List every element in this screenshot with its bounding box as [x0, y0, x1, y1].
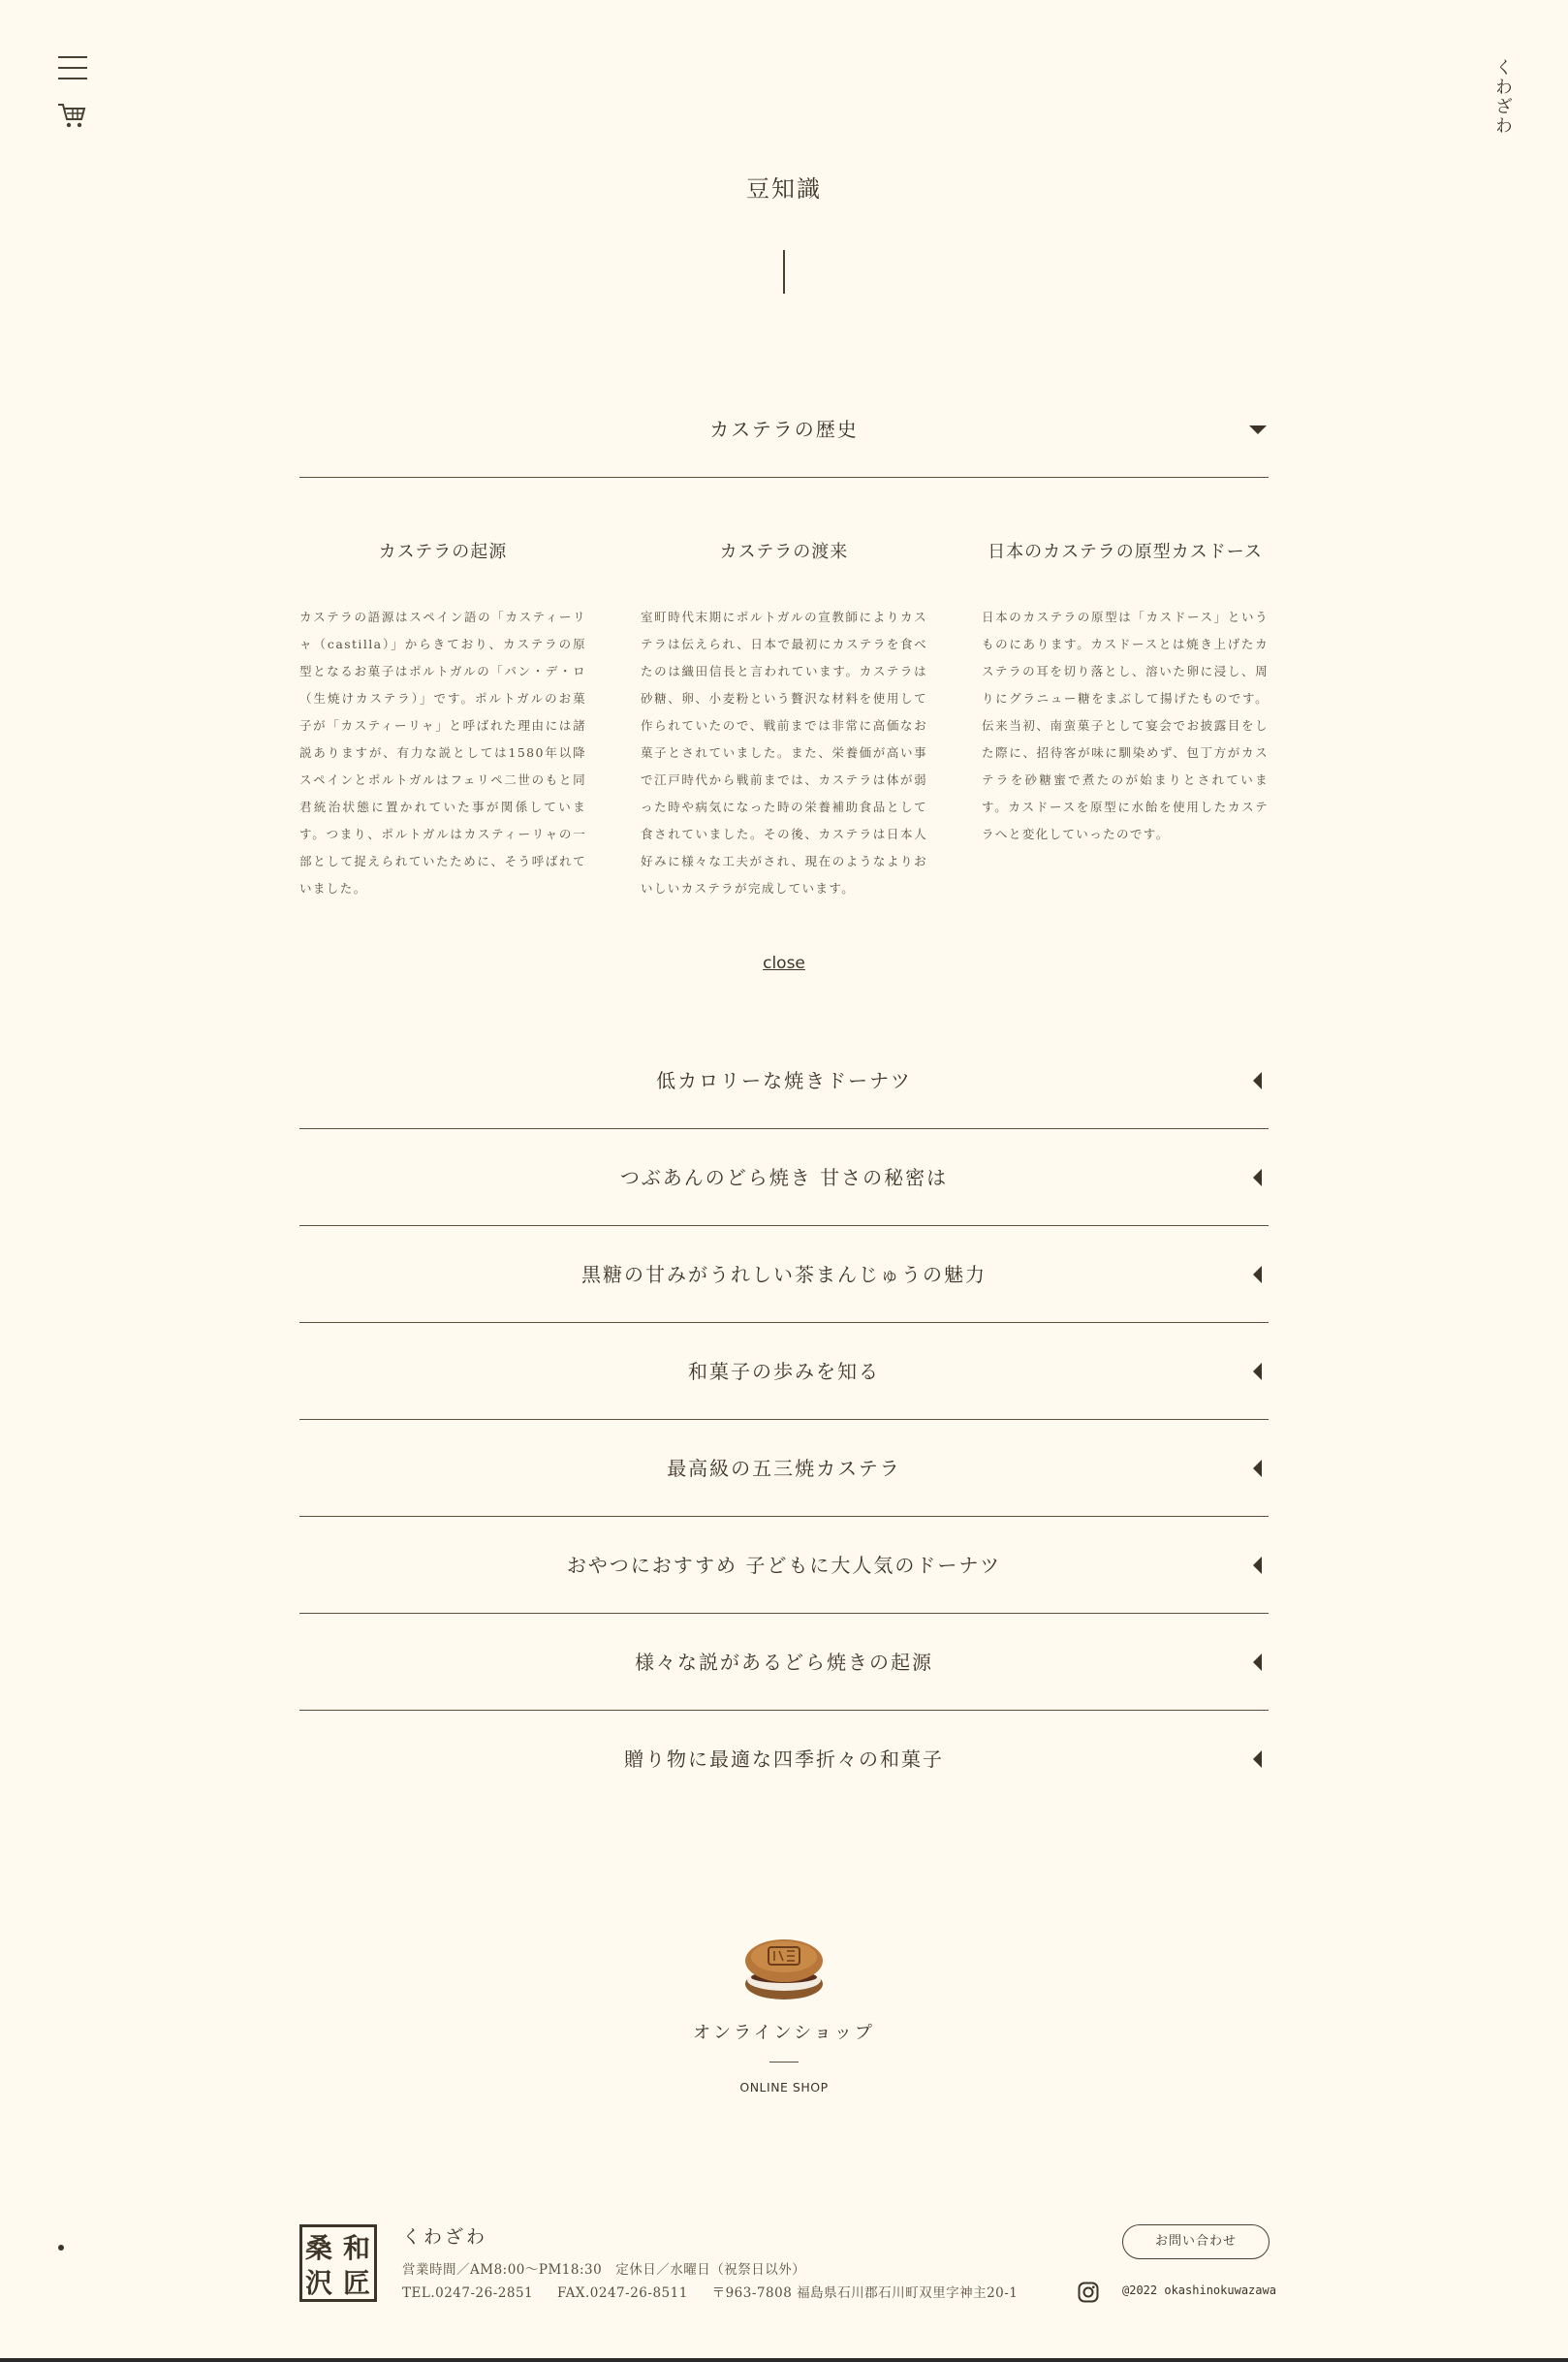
accordion-item-label: 最高級の五三焼カステラ — [667, 1457, 901, 1480]
accordion-item[interactable] — [299, 1226, 1269, 1323]
shop-title-en: ONLINE SHOP — [739, 2080, 829, 2094]
accordion-item-label: 黒糖の甘みがうれしい茶まんじゅうの魅力 — [581, 1263, 987, 1286]
footer-business-hours: 営業時間／AM8:00～PM18:30 定休日／水曜日（祝祭日以外） — [402, 2262, 806, 2278]
accordion-item-label: おやつにおすすめ 子どもに大人気のドーナツ — [566, 1554, 1002, 1577]
footer-tel: TEL.0247-26-2851 — [402, 2285, 534, 2301]
accordion-item-label: 和菓子の歩みを知る — [688, 1360, 880, 1383]
shop-title-jp: オンラインショップ — [693, 2023, 875, 2043]
caret-left-icon — [1249, 1557, 1267, 1574]
column-heading: カステラの起源 — [378, 542, 508, 562]
online-shop-link[interactable] — [678, 1924, 890, 2094]
article-column-arrival — [641, 538, 927, 902]
logo-char: 和 — [342, 2232, 371, 2264]
logo-char: 沢 — [304, 2267, 333, 2299]
footer-store-name: くわざわ — [402, 2226, 488, 2248]
caret-down-icon — [1249, 421, 1267, 438]
accordion-item-label: つぶあんのどら焼き 甘さの秘密は — [619, 1166, 949, 1189]
caret-left-icon — [1249, 1750, 1267, 1768]
article-column-origin — [299, 538, 586, 902]
accordion-item[interactable] — [299, 1614, 1269, 1711]
accordion-item[interactable] — [299, 1323, 1269, 1420]
column-heading: 日本のカステラの原型カスドース — [988, 542, 1263, 562]
page-indicator-dot — [58, 2245, 64, 2251]
close-link[interactable]: close — [763, 954, 805, 973]
caret-left-icon — [1249, 1072, 1267, 1089]
vertical-site-logo[interactable]: くわざわ — [1492, 58, 1513, 136]
column-text: 室町時代末期にポルトガルの宣教師によりカステラは伝えられ、日本で最初にカステラを食べたのは織田信長と言われています。カステラは砂糖、卵、小麦粉という贅沢な材料を使用して作られていたので、戦前までは非常に高価なお菓子とされていました。また、栄養価が高い事で江戸時代から戦前までは、カステラは体が弱った時や病気になった時の栄養補助食品として食されていました。その後、カステラは日本人好みに様々な工夫がされ、現在のようなよりおいしいカステラが完成しています。 — [641, 610, 927, 896]
accordion-item[interactable] — [299, 1420, 1269, 1517]
shop-divider — [769, 2062, 799, 2063]
title-divider — [783, 250, 785, 294]
instagram-icon[interactable] — [1078, 2282, 1099, 2303]
caret-left-icon — [1249, 1363, 1267, 1380]
footer-address: 〒963-7808 福島県石川郡石川町双里字神主20-1 — [711, 2285, 1019, 2301]
logo-char: 匠 — [342, 2267, 371, 2299]
accordion-item[interactable] — [299, 1129, 1269, 1226]
dorayaki-image — [740, 1924, 828, 2011]
accordion-item[interactable] — [299, 1517, 1269, 1614]
bottom-edge-bar — [0, 2358, 1568, 2362]
caret-left-icon — [1249, 1460, 1267, 1477]
caret-left-icon — [1249, 1266, 1267, 1283]
accordion-item[interactable] — [299, 1711, 1269, 1808]
accordion-item-label: 低カロリーな焼きドーナツ — [656, 1069, 912, 1092]
caret-left-icon — [1249, 1169, 1267, 1186]
accordion-divider — [299, 477, 1269, 479]
accordion-header-castella-history[interactable] — [299, 381, 1269, 478]
accordion-item[interactable] — [299, 1032, 1269, 1129]
column-text: カステラの語源はスペイン語の「カスティーリャ（castilla）」からきており、カステラの原型となるお菓子はポルトガルの「パン・デ・ロ（生焼けカステラ）」です。ポルトガルのお菓子が「カスティーリャ」と呼ばれた理由には諸説ありますが、有力な説としては1580年以降スペインとポルトガルはフェリペ二世のもと同君統治状態に置かれていた事が関係しています。つまり、ポルトガルはカスティーリャの一部として捉えられていたために、そう呼ばれていました。 — [299, 610, 586, 896]
footer-fax: FAX.0247-26-8511 — [556, 2285, 688, 2301]
logo-char: 桑 — [304, 2232, 333, 2264]
column-heading: カステラの渡来 — [719, 542, 849, 562]
footer-contact-info — [402, 2282, 1037, 2301]
contact-button[interactable]: お問い合わせ — [1122, 2224, 1270, 2259]
footer-logo[interactable] — [299, 2224, 377, 2302]
accordion-title: カステラの歴史 — [709, 418, 859, 441]
caret-left-icon — [1249, 1653, 1267, 1671]
accordion-item-label: 様々な説があるどら焼きの起源 — [635, 1651, 933, 1674]
menu-icon[interactable] — [58, 56, 87, 79]
page-title: 豆知識 — [746, 175, 822, 203]
column-text: 日本のカステラの原型は「カスドース」というものにあります。カスドースとは焼き上げたカステラの耳を切り落とし、溶いた卵に浸し、周りにグラニュー糖をまぶして揚げたものです。伝来当初、南蛮菓子として宴会でお披露目をした際に、招待客が味に馴染めず、包丁方がカステラを砂糖蜜で煮たのが始まりとされています。カスドースを原型に水飴を使用したカステラへと変化していったのです。 — [982, 610, 1269, 841]
article-column-kasudosu — [982, 538, 1269, 848]
accordion-item-label: 贈り物に最適な四季折々の和菓子 — [624, 1748, 944, 1771]
cart-icon[interactable] — [56, 99, 89, 132]
copyright: @2022 okashinokuwazawa — [1122, 2283, 1276, 2297]
